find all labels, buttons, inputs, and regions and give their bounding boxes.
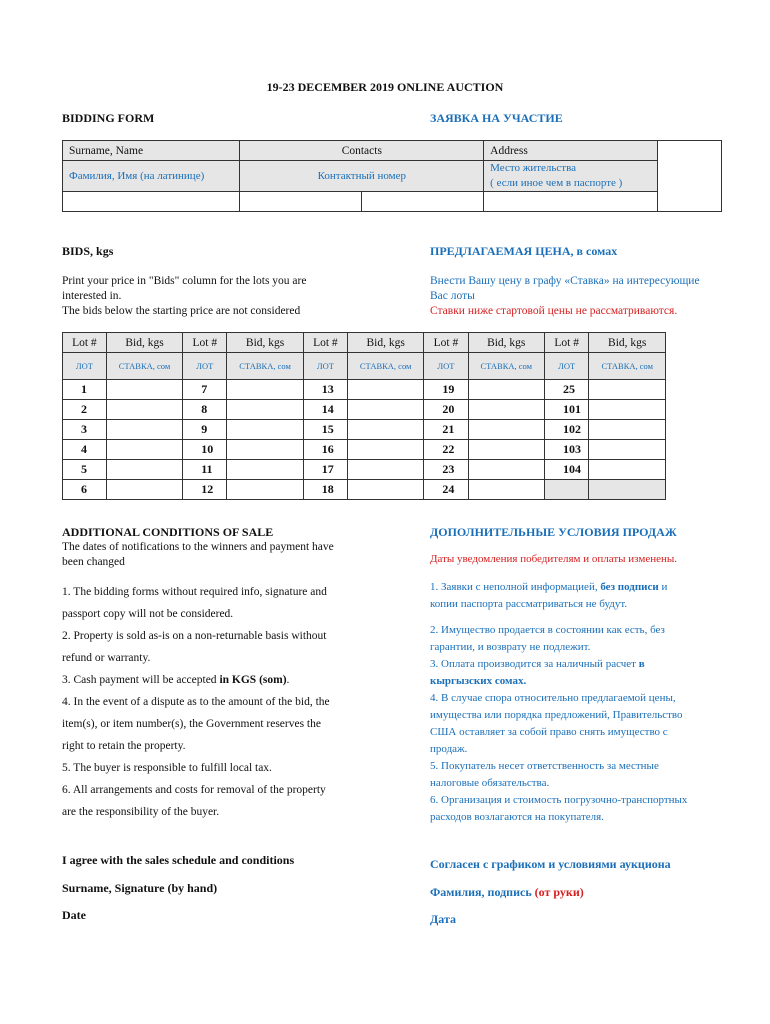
lot-number-cell: 25 [544,380,589,400]
ru-bold-text: без подписи [600,581,659,593]
lot-number-cell: 6 [63,480,107,500]
condition-line: item(s), or item number(s), the Government reserves the [62,718,321,730]
bid-input-cell[interactable] [589,380,666,400]
agree-statement: I agree with the sales schedule and conditions [62,853,295,867]
contacts-header-ru: Контактный номер [240,161,484,192]
table-row [63,460,666,480]
bids-text-3: The bids below the starting price are not considered [62,305,301,317]
lot-number-cell [544,480,589,500]
payment-end: . [286,674,290,686]
bid-column-header: Bid, kgs [589,333,666,353]
bid-input-cell[interactable] [227,460,303,480]
bids-text-1: Print your price in "Bids" column for the lots you are [62,275,307,287]
contacts-header: Contacts [240,141,484,161]
lot-number-cell: 103 [544,440,589,460]
bids-text-2: interested in. [62,290,122,302]
lot-number-cell: 7 [183,380,227,400]
lot-number-cell: 3 [63,420,107,440]
condition-ru-line-currency [430,673,750,690]
table-row [63,480,666,500]
ru-text: 1. Заявки с неполной информацией, [430,581,601,593]
address-header: Address [484,141,658,161]
lot-column-header-ru: ЛОТ [544,353,589,380]
bids-text-ru-3: Ставки ниже стартовой цены не рассматриваются. [430,305,678,317]
lot-number-cell: 23 [424,460,468,480]
lot-number-cell: 4 [63,440,107,460]
bid-input-cell[interactable] [468,420,544,440]
bid-input-cell[interactable] [227,380,303,400]
lot-column-header: Lot # [63,333,107,353]
condition-ru-line: 6. Организация и стоимость погрузочно-транспортных [430,794,688,806]
lot-number-cell: 16 [303,440,347,460]
condition-line-payment [62,669,402,691]
date-label: Date [62,908,86,922]
surname-input-cell[interactable] [63,192,240,212]
lot-number-cell: 13 [303,380,347,400]
condition-line: 4. In the event of a dispute as to the amount of the bid, the [62,696,330,708]
lot-number-cell: 12 [183,480,227,500]
bid-input-cell[interactable] [468,480,544,500]
surname-signature-label: Surname, Signature (by hand) [62,881,218,895]
conditions-list [62,581,402,823]
bid-input-cell[interactable] [227,440,303,460]
date-label-ru: Дата [430,912,456,926]
bid-column-header-ru: СТАВКА, сом [227,353,303,380]
bid-input-cell[interactable] [468,380,544,400]
surname-header: Surname, Name [63,141,240,161]
bid-input-cell[interactable] [347,480,423,500]
lot-table [62,332,666,500]
condition-line: are the responsibility of the buyer. [62,806,220,818]
bids-instructions [62,274,306,319]
bid-column-header: Bid, kgs [106,333,182,353]
lot-column-header-ru: ЛОТ [63,353,107,380]
lot-number-cell: 14 [303,400,347,420]
table-row [63,440,666,460]
lot-number-cell: 1 [63,380,107,400]
table-row [63,380,666,400]
lot-column-header-ru: ЛОТ [424,353,468,380]
condition-ru-line: налоговые обязательства. [430,777,550,789]
conditions-note-1: The dates of notifications to the winners and payment have [62,541,334,553]
lot-column-header: Lot # [544,333,589,353]
bid-input-cell[interactable] [589,400,666,420]
lot-number-cell: 18 [303,480,347,500]
lot-column-header-ru: ЛОТ [303,353,347,380]
bid-input-cell[interactable] [347,420,423,440]
lot-number-cell: 10 [183,440,227,460]
lot-number-cell: 5 [63,460,107,480]
address-ru-line-2: ( если иное чем в паспорте ) [490,177,623,189]
lot-number-cell: 11 [183,460,227,480]
ru-red-text: (от руки) [534,885,584,899]
surname-header-ru: Фамилия, Имя (на латинице) [63,161,240,192]
bid-input-cell[interactable] [106,460,182,480]
bids-instructions-ru [430,274,700,319]
contacts-input-cell-2[interactable] [362,192,484,212]
bids-text-ru-2: Вас лоты [430,290,475,302]
bid-input-cell[interactable] [468,460,544,480]
bid-input-cell[interactable] [227,480,303,500]
bids-heading-ru: ПРЕДЛАГАЕМАЯ ЦЕНА, в сомах [430,244,618,258]
lot-column-header: Lot # [183,333,227,353]
bid-input-cell[interactable] [468,400,544,420]
bid-input-cell [589,480,666,500]
bid-input-cell[interactable] [347,440,423,460]
ru-text: и [658,581,668,593]
condition-line: refund or warranty. [62,652,151,664]
bid-column-header: Bid, kgs [468,333,544,353]
lot-number-cell: 24 [424,480,468,500]
conditions-heading: ADDITIONAL CONDITIONS OF SALE [62,525,274,539]
condition-line: 5. The buyer is responsible to fulfill local tax. [62,762,272,774]
condition-ru-line: имущества или порядка предложений, Правительство [430,709,683,721]
condition-line: 2. Property is sold as-is on a non-returnable basis without [62,630,327,642]
lot-number-cell: 9 [183,420,227,440]
conditions-note-ru: Даты уведомления победителям и оплаты изменены. [430,553,678,565]
lot-number-cell: 101 [544,400,589,420]
bidding-form-heading-ru: ЗАЯВКА НА УЧАСТИЕ [430,111,563,125]
lot-column-header-ru: ЛОТ [183,353,227,380]
payment-text: 3. Cash payment will be accepted [62,674,220,686]
condition-line: 6. All arrangements and costs for removal of the property [62,784,326,796]
bid-input-cell[interactable] [589,420,666,440]
lot-number-cell: 22 [424,440,468,460]
bid-column-header-ru: СТАВКА, сом [468,353,544,380]
bid-column-header-ru: СТАВКА, сом [106,353,182,380]
condition-ru-line: 5. Покупатель несет ответственность за местные [430,760,659,772]
extra-cell [657,141,721,212]
payment-currency: in KGS (som) [219,674,287,686]
contact-table [62,140,722,212]
table-row [63,400,666,420]
bid-input-cell[interactable] [347,400,423,420]
lot-number-cell: 19 [424,380,468,400]
condition-ru-line: 2. Имущество продается в состоянии как есть, без [430,624,665,636]
address-input-cell[interactable] [484,192,658,212]
contacts-input-cell-1[interactable] [240,192,362,212]
bid-column-header-ru: СТАВКА, сом [589,353,666,380]
bidding-form-heading: BIDDING FORM [62,111,155,125]
agree-statement-ru: Согласен с графиком и условиями аукциона [430,857,671,871]
bid-column-header: Bid, kgs [227,333,303,353]
table-row [63,420,666,440]
condition-ru-line: копии паспорта рассматриваться не будут. [430,598,628,610]
bid-input-cell[interactable] [227,420,303,440]
conditions-list-ru-1 [430,579,750,613]
bid-input-cell[interactable] [589,460,666,480]
surname-signature-label-ru [430,885,584,900]
bid-input-cell[interactable] [227,400,303,420]
lot-column-header: Lot # [303,333,347,353]
lot-number-cell: 102 [544,420,589,440]
condition-ru-line-1 [430,579,750,596]
condition-ru-line: расходов возлагаются на покупателя. [430,811,604,823]
bid-input-cell[interactable] [347,460,423,480]
lot-number-cell: 15 [303,420,347,440]
page-title: 19-23 DECEMBER 2019 ONLINE AUCTION [266,80,504,94]
condition-ru-line: 4. В случае спора относительно предлагаемой цены, [430,692,676,704]
bid-input-cell[interactable] [106,380,182,400]
lot-column-header: Lot # [424,333,468,353]
lot-number-cell: 17 [303,460,347,480]
conditions-heading-ru: ДОПОЛНИТЕЛЬНЫЕ УСЛОВИЯ ПРОДАЖ [430,525,677,539]
conditions-note [62,540,334,570]
bid-input-cell[interactable] [347,380,423,400]
address-header-ru [484,161,658,192]
conditions-note-2: been changed [62,556,125,568]
bid-input-cell[interactable] [106,420,182,440]
bids-heading: BIDS, kgs [62,244,114,258]
condition-ru-line: продаж. [430,743,468,755]
condition-ru-line: США оставляет за собой право снять имущество с [430,726,668,738]
bid-input-cell[interactable] [468,440,544,460]
bid-input-cell[interactable] [106,480,182,500]
bid-input-cell[interactable] [106,400,182,420]
bid-input-cell[interactable] [106,440,182,460]
bid-column-header-ru: СТАВКА, сом [347,353,423,380]
bid-input-cell[interactable] [589,440,666,460]
lot-number-cell: 104 [544,460,589,480]
lot-number-cell: 8 [183,400,227,420]
address-ru-line-1: Место жительства [490,162,577,174]
ru-bold-text: кыргызских сомах. [430,675,527,687]
condition-line: 1. The bidding forms without required info, signature and [62,586,327,598]
ru-text: Фамилия, подпись [430,885,535,899]
conditions-list-ru-2 [430,622,750,826]
condition-ru-line-payment [430,656,750,673]
ru-bold-text: в [638,658,645,670]
ru-text: 3. Оплата производится за наличный расчет [430,658,639,670]
bids-text-ru-1: Внести Вашу цену в графу «Ставка» на интересующие [430,275,700,287]
lot-number-cell: 21 [424,420,468,440]
lot-number-cell: 20 [424,400,468,420]
condition-ru-line: гарантии, и возврату не подлежит. [430,641,591,653]
condition-line: passport copy will not be considered. [62,608,234,620]
bid-column-header: Bid, kgs [347,333,423,353]
lot-number-cell: 2 [63,400,107,420]
condition-line: right to retain the property. [62,740,186,752]
